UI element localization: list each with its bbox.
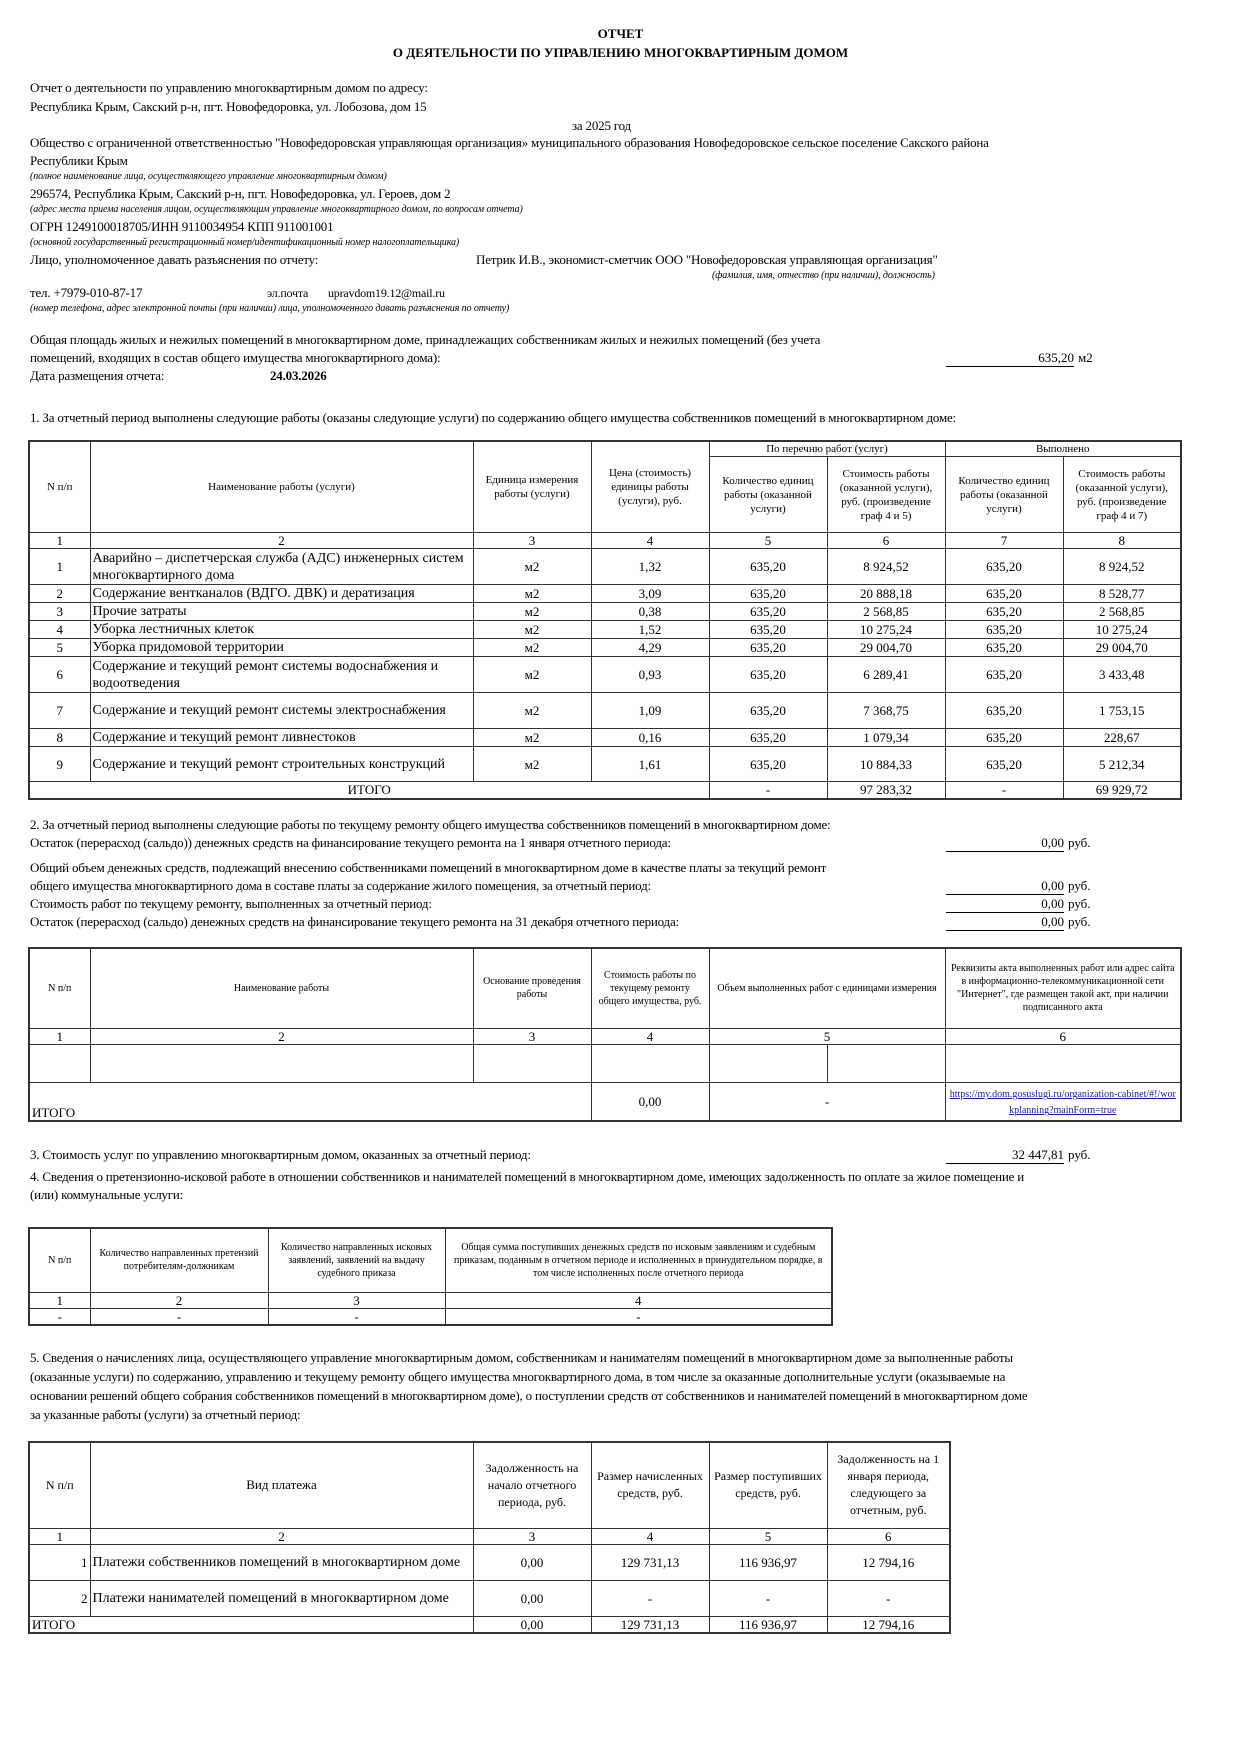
col-number: 4: [591, 1528, 709, 1544]
cell: -: [90, 1308, 268, 1325]
row-num: 8: [29, 729, 90, 747]
table-row: [29, 1580, 950, 1616]
col-number: 4: [445, 1292, 832, 1308]
repair-balance-end-value: 0,00: [946, 914, 1064, 931]
col-number: 2: [90, 1528, 473, 1544]
row-num: 2: [29, 1580, 90, 1616]
header-num: N п/п: [29, 441, 90, 533]
row-work-name: Содержание и текущий ремонт ливнестоков: [90, 729, 473, 747]
col-number: 3: [473, 1028, 591, 1044]
table-row: [29, 1544, 950, 1580]
table-row: [29, 693, 1181, 729]
org-name-caption: (полное наименование лица, осуществляющего управление многоквартирным домом): [30, 171, 387, 182]
row-done-cost: 29 004,70: [1063, 639, 1181, 657]
header-price: Цена (стоимость) единицы работы (услуги), руб.: [591, 441, 709, 533]
row-charged: 129 731,13: [591, 1544, 709, 1580]
total-debt-start: 0,00: [473, 1616, 591, 1633]
row-plan-cost: 8 924,52: [827, 549, 945, 585]
row-done-qty: 635,20: [945, 693, 1063, 729]
col-number: 3: [268, 1292, 445, 1308]
row-work-name: Содержание и текущий ремонт строительных конструкций: [90, 747, 473, 782]
row-unit: м2: [473, 693, 591, 729]
header-act: Реквизиты акта выполненных работ или адрес сайта в информационно-телекоммуникационной сети "Интернет", где размещен такой акт, при наличии подписанного акта: [945, 948, 1181, 1028]
table-row: [29, 747, 1181, 782]
row-plan-cost: 29 004,70: [827, 639, 945, 657]
area-text-line1: Общая площадь жилых и нежилых помещений в многоквартирном доме, принадлежащих собственникам жилых и нежилых помещений (без учета: [30, 332, 821, 347]
table-row: [29, 603, 1181, 621]
row-done-cost: 5 212,34: [1063, 747, 1181, 782]
row-unit: м2: [473, 747, 591, 782]
repair-fund-label-a: Общий объем денежных средств, подлежащий внесению собственниками помещений в многоквартирном доме в качестве платы за текущий ремонт: [30, 860, 827, 875]
header-group-done: Выполнено: [945, 441, 1181, 457]
row-done-qty: 635,20: [945, 729, 1063, 747]
management-cost-value: 32 447,81: [946, 1147, 1064, 1164]
total-row: [29, 1082, 1181, 1121]
header-num: N п/п: [29, 948, 90, 1028]
payments-table: [28, 1441, 951, 1634]
org-address-caption: (адрес места приема населения лицом, осуществляющим управление многоквартирного домом, по вопросам отчета): [30, 204, 523, 215]
col-number: 1: [29, 533, 90, 549]
row-done-cost: 8 528,77: [1063, 585, 1181, 603]
row-work-name: Содержание и текущий ремонт системы электроснабжения: [90, 693, 473, 729]
row-unit: м2: [473, 621, 591, 639]
row-done-qty: 635,20: [945, 639, 1063, 657]
row-price: 1,32: [591, 549, 709, 585]
row-done-qty: 635,20: [945, 657, 1063, 693]
table-row: [29, 729, 1181, 747]
table-row: [29, 549, 1181, 585]
row-plan-cost: 10 884,33: [827, 747, 945, 782]
currency: руб.: [1068, 914, 1091, 929]
col-number: 2: [90, 1028, 473, 1044]
row-plan-qty: 635,20: [709, 657, 827, 693]
repair-fund-label-b: общего имущества многоквартирного дома в составе платы за содержание жилого помещения, за отчетный период:: [30, 878, 651, 893]
section5-title-line3: основании решений общего собрания собственников помещений в многоквартирном доме), о поступлении средств от собственников и нанимателей помещений в многоквартирном доме: [30, 1388, 1028, 1403]
claims-table: [28, 1227, 833, 1326]
row-price: 0,16: [591, 729, 709, 747]
row-done-qty: 635,20: [945, 603, 1063, 621]
header-num: N п/п: [29, 1228, 90, 1292]
header-group-plan: По перечню работ (услуг): [709, 441, 945, 457]
col-number: 6: [827, 1528, 950, 1544]
row-payment-type: Платежи собственников помещений в многоквартирном доме: [90, 1544, 473, 1580]
header-work-name: Наименование работы (услуги): [90, 441, 473, 533]
header-received: Размер поступивших средств, руб.: [709, 1442, 827, 1528]
total-plan-qty: -: [709, 782, 827, 799]
header-basis: Основание проведения работы: [473, 948, 591, 1028]
col-number: 8: [1063, 533, 1181, 549]
act-link[interactable]: [945, 1082, 1181, 1121]
row-unit: м2: [473, 549, 591, 585]
row-price: 4,29: [591, 639, 709, 657]
row-plan-cost: 2 568,85: [827, 603, 945, 621]
row-debt-start: 0,00: [473, 1580, 591, 1616]
gosuslugi-link[interactable]: https://my.dom.gosuslugi.ru/organization-cabinet/#!/workplanning?mainForm=true: [949, 1089, 1176, 1117]
row-plan-cost: 7 368,75: [827, 693, 945, 729]
col-number: 4: [591, 533, 709, 549]
report-period: за 2025 год: [572, 118, 631, 133]
col-number: 2: [90, 533, 473, 549]
row-num: 9: [29, 747, 90, 782]
management-cost-label: 3. Стоимость услуг по управлению многоквартирным домом, оказанных за отчетный период:: [30, 1147, 531, 1162]
table-row: [29, 1308, 832, 1325]
cell: -: [445, 1308, 832, 1325]
phone-caption: (номер телефона, адрес электронной почты (при наличии) лица, уполномоченного давать разъяснения по отчету): [30, 303, 510, 314]
row-num: 4: [29, 621, 90, 639]
table-row: [29, 657, 1181, 693]
area-text-line2: помещений, входящих в состав общего имущества многоквартирного дома):: [30, 350, 441, 365]
row-num: 6: [29, 657, 90, 693]
house-address: Республика Крым, Сакский р-н, пгт. Новофедоровка, ул. Лобозова, дом 15: [30, 99, 427, 114]
total-done-qty: -: [945, 782, 1063, 799]
row-plan-qty: 635,20: [709, 693, 827, 729]
header-num: N п/п: [29, 1442, 90, 1528]
header-debt-end: Задолженность на 1 января периода, следующего за отчетным, руб.: [827, 1442, 950, 1528]
row-plan-cost: 6 289,41: [827, 657, 945, 693]
row-plan-qty: 635,20: [709, 621, 827, 639]
org-name-line2: Республики Крым: [30, 153, 128, 168]
row-payment-type: Платежи нанимателей помещений в многоквартирном доме: [90, 1580, 473, 1616]
row-done-qty: 635,20: [945, 747, 1063, 782]
org-address: 296574, Республика Крым, Сакский р-н, пгт. Новофедоровка, ул. Героев, дом 2: [30, 186, 451, 201]
row-plan-qty: 635,20: [709, 585, 827, 603]
header-volume: Объем выполненных работ с единицами измерения: [709, 948, 945, 1028]
row-price: 1,09: [591, 693, 709, 729]
header-plan-cost: Стоимость работы (оказанной услуги), руб. (произведение граф 4 и 5): [827, 457, 945, 533]
col-number: 7: [945, 533, 1063, 549]
total-cost: 0,00: [591, 1082, 709, 1121]
section5-title-line2: (оказанные услуги) по содержанию, управлению и текущему ремонту общего имущества многоквартирного дома, в том числе за оказанные дополнительные услуги (оказываемые на: [30, 1369, 1006, 1384]
row-work-name: Уборка придомовой территории: [90, 639, 473, 657]
row-num: 1: [29, 1544, 90, 1580]
contact-person-caption: (фамилия, имя, отчество (при наличии), должность): [712, 270, 935, 281]
row-price: 1,52: [591, 621, 709, 639]
row-unit: м2: [473, 639, 591, 657]
currency: руб.: [1068, 1147, 1091, 1162]
total-received: 116 936,97: [709, 1616, 827, 1633]
contact-email: upravdom19.12@mail.ru: [328, 286, 445, 300]
row-debt-end: 12 794,16: [827, 1544, 950, 1580]
row-price: 0,93: [591, 657, 709, 693]
row-plan-qty: 635,20: [709, 549, 827, 585]
empty-row: [29, 1044, 1181, 1082]
header-done-qty: Количество единиц работы (оказанной услуги): [945, 457, 1063, 533]
row-plan-qty: 635,20: [709, 747, 827, 782]
section2-title: 2. За отчетный период выполнены следующие работы по текущему ремонту общего имущества собственников помещений в многоквартирном доме:: [30, 817, 831, 832]
currency: руб.: [1068, 896, 1091, 911]
header-plan-qty: Количество единиц работы (оказанной услуги): [709, 457, 827, 533]
contact-label: Лицо, уполномоченное давать разъяснения по отчету:: [30, 252, 319, 267]
header-payment-type: Вид платежа: [90, 1442, 473, 1528]
total-label: ИТОГО: [29, 1616, 473, 1633]
row-done-qty: 635,20: [945, 621, 1063, 639]
contact-person: Петрик И.В., экономист-сметчик ООО "Новофедоровская управляющая организация": [476, 252, 938, 267]
header-unit: Единица измерения работы (услуги): [473, 441, 591, 533]
repair-balance-start-label: Остаток (перерасход (сальдо)) денежных средств на финансирование текущего ремонта на 1 января отчетного периода:: [30, 835, 671, 850]
col-number: 6: [827, 533, 945, 549]
row-price: 0,38: [591, 603, 709, 621]
maintenance-works-table: [28, 440, 1182, 800]
row-debt-end: -: [827, 1580, 950, 1616]
col-number: 4: [591, 1028, 709, 1044]
row-num: 1: [29, 549, 90, 585]
row-work-name: Уборка лестничных клеток: [90, 621, 473, 639]
row-done-cost: 228,67: [1063, 729, 1181, 747]
total-label: ИТОГО: [29, 782, 709, 799]
repair-cost-label: Стоимость работ по текущему ремонту, выполненных за отчетный период:: [30, 896, 432, 911]
total-row: [29, 782, 1181, 799]
row-price: 1,61: [591, 747, 709, 782]
row-unit: м2: [473, 603, 591, 621]
ogrn-caption: (основной государственный регистрационный номер/идентификационный номер налогоплательщика): [30, 237, 460, 248]
header-charged: Размер начисленных средств, руб.: [591, 1442, 709, 1528]
table-row: [29, 639, 1181, 657]
header-amount: Общая сумма поступивших денежных средств по исковым заявлениям и судебным приказам, поданным в отчетном периоде и исполненных в принудительном порядке, в том числе исполненных после отчетного периода: [445, 1228, 832, 1292]
row-num: 2: [29, 585, 90, 603]
col-number: 3: [473, 1528, 591, 1544]
col-number: 5: [709, 1528, 827, 1544]
org-name-line1: Общество с ограниченной ответственностью "Новофедоровская управляющая организация» муниципального образования Новофедоровское сельское поселение Сакского района: [30, 135, 989, 150]
report-subtitle: О ДЕЯТЕЛЬНОСТИ ПО УПРАВЛЕНИЮ МНОГОКВАРТИРНЫМ ДОМОМ: [392, 45, 849, 60]
row-work-name: Прочие затраты: [90, 603, 473, 621]
row-charged: -: [591, 1580, 709, 1616]
total-label: ИТОГО: [29, 1082, 591, 1121]
row-unit: м2: [473, 585, 591, 603]
row-done-cost: 8 924,52: [1063, 549, 1181, 585]
col-number: 1: [29, 1528, 90, 1544]
row-num: 7: [29, 693, 90, 729]
header-work-name: Наименование работы: [90, 948, 473, 1028]
col-number: 2: [90, 1292, 268, 1308]
total-volume: -: [709, 1082, 945, 1121]
row-plan-qty: 635,20: [709, 603, 827, 621]
col-number: 1: [29, 1028, 90, 1044]
repair-balance-start-value: 0,00: [946, 835, 1064, 852]
row-price: 3,09: [591, 585, 709, 603]
row-debt-start: 0,00: [473, 1544, 591, 1580]
repair-balance-end-label: Остаток (перерасход (сальдо) денежных средств на финансирование текущего ремонта на 31 декабря отчетного периода:: [30, 914, 679, 929]
row-plan-qty: 635,20: [709, 729, 827, 747]
total-done-cost: 69 929,72: [1063, 782, 1181, 799]
header-cost: Стоимость работы по текущему ремонту общего имущества, руб.: [591, 948, 709, 1028]
table-row: [29, 585, 1181, 603]
area-unit: м2: [1078, 350, 1093, 365]
row-plan-cost: 10 275,24: [827, 621, 945, 639]
row-work-name: Содержание вентканалов (ВДГО. ДВК) и дератизация: [90, 585, 473, 603]
col-number: 6: [945, 1028, 1181, 1044]
row-done-qty: 635,20: [945, 549, 1063, 585]
section5-title-line1: 5. Сведения о начислениях лица, осуществляющего управление многоквартирным домом, собственникам и нанимателям помещений в многоквартирном доме за выполненные работы: [30, 1350, 1013, 1365]
row-unit: м2: [473, 657, 591, 693]
currency: руб.: [1068, 878, 1091, 893]
row-num: 3: [29, 603, 90, 621]
header-debt-start: Задолженность на начало отчетного периода, руб.: [473, 1442, 591, 1528]
row-done-cost: 3 433,48: [1063, 657, 1181, 693]
section1-title: 1. За отчетный период выполнены следующие работы (оказаны следующие услуги) по содержанию общего имущества собственников помещений в многоквартирном доме:: [30, 410, 956, 425]
row-done-qty: 635,20: [945, 585, 1063, 603]
row-plan-cost: 20 888,18: [827, 585, 945, 603]
date-value: 24.03.2026: [270, 368, 327, 383]
col-number: 5: [709, 533, 827, 549]
header-claims: Количество направленных претензий потребителям-должникам: [90, 1228, 268, 1292]
area-value: 635,20: [946, 350, 1074, 367]
row-plan-cost: 1 079,34: [827, 729, 945, 747]
col-number: 1: [29, 1292, 90, 1308]
cell: -: [268, 1308, 445, 1325]
report-title: ОТЧЕТ: [597, 26, 644, 41]
header-done-cost: Стоимость работы (оказанной услуги), руб. (произведение граф 4 и 7): [1063, 457, 1181, 533]
total-row: [29, 1616, 950, 1633]
row-work-name: Аварийно – диспетчерская служба (АДС) инженерных систем многоквартирного дома: [90, 549, 473, 585]
row-received: 116 936,97: [709, 1544, 827, 1580]
repair-cost-value: 0,00: [946, 896, 1064, 913]
section4-title-line1: 4. Сведения о претензионно-исковой работе в отношении собственников и нанимателей помещений в многоквартирном доме, имеющих задолженность по оплате за жилое помещение и: [30, 1169, 1025, 1184]
col-number: 5: [709, 1028, 945, 1044]
row-num: 5: [29, 639, 90, 657]
header-lawsuits: Количество направленных исковых заявлений, заявлений на выдачу судебного приказа: [268, 1228, 445, 1292]
row-done-cost: 10 275,24: [1063, 621, 1181, 639]
current-repair-table: [28, 947, 1182, 1122]
table-row: [29, 621, 1181, 639]
row-received: -: [709, 1580, 827, 1616]
email-label: эл.почта: [267, 286, 309, 300]
contact-phone: тел. +7979-010-87-17: [30, 285, 143, 300]
row-plan-qty: 635,20: [709, 639, 827, 657]
row-work-name: Содержание и текущий ремонт системы водоснабжения и водоотведения: [90, 657, 473, 693]
total-debt-end: 12 794,16: [827, 1616, 950, 1633]
ogrn-inn: ОГРН 1249100018705/ИНН 9110034954 КПП 911001001: [30, 219, 334, 234]
cell: -: [29, 1308, 90, 1325]
col-number: 3: [473, 533, 591, 549]
total-plan-cost: 97 283,32: [827, 782, 945, 799]
date-label: Дата размещения отчета:: [30, 368, 165, 383]
address-label: Отчет о деятельности по управлению многоквартирным домом по адресу:: [30, 80, 428, 95]
row-done-cost: 1 753,15: [1063, 693, 1181, 729]
total-charged: 129 731,13: [591, 1616, 709, 1633]
currency: руб.: [1068, 835, 1091, 850]
row-done-cost: 2 568,85: [1063, 603, 1181, 621]
row-unit: м2: [473, 729, 591, 747]
section5-title-line4: за указанные работы (услуги) за отчетный период:: [30, 1407, 301, 1422]
section4-title-line2: (или) коммунальные услуги:: [30, 1187, 184, 1202]
repair-fund-value: 0,00: [946, 878, 1064, 895]
